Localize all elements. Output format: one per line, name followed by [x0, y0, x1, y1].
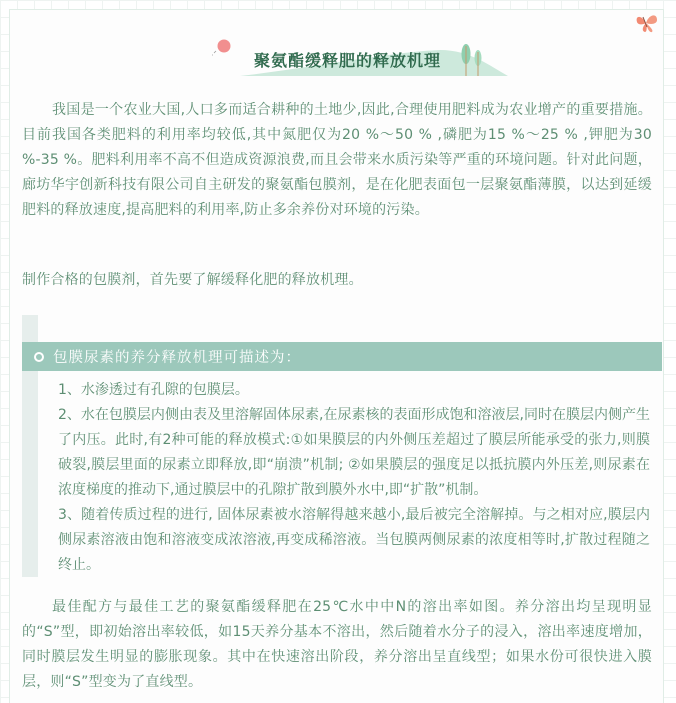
intro-lead-paragraph: 制作合格的包膜剂，首先要了解缓释化肥的释放机理。 [22, 272, 363, 288]
mechanism-item: 1、水渗透过有孔隙的包膜层。 [58, 382, 249, 398]
page-title: 聚氨酯缓释肥的释放机理 [254, 51, 442, 70]
article-page [9, 9, 664, 703]
conclusion-paragraph: 最佳配方与最佳工艺的聚氨酯缓释肥在25℃水中中N的溶出率如图。养分溶出均呈现明显的“S”型，即初始溶出率较低，如15天养分基本不溶出，然后随着水分子的浸入，溶出率速度增加，同时膜层发生明显的膨胀现象。其中在快速溶出阶段，养分溶出呈直线型；如果水份可很快进入膜层，则“S”型变为了直线型。 [22, 599, 652, 690]
mechanism-item: 2、水在包膜层内侧由表及里溶解固体尿素,在尿素核的表面形成饱和溶液层,同时在膜层内侧产生了内压。此时,有2种可能的释放模式:①如果膜层的内外侧压差超过了膜层所能承受的张力,则膜破裂,膜层里面的尿素立即释放,即“崩溃”机制; ②如果膜层的强度足以抵抗膜内外压差,则尿素在浓度梯度的推动下,通过膜层中的孔隙扩散到膜外水中,即“扩散”机制。 [58, 407, 650, 498]
mechanism-header [22, 342, 662, 371]
mechanism-list [58, 378, 650, 578]
mechanism-box [22, 315, 662, 577]
mechanism-item: 3、随着传质过程的进行, 固体尿素被水溶解得越来越小,最后被完全溶解掉。与之相对应,膜层内侧尿素溶液由饱和溶液变成浓溶液,再变成稀溶液。当包膜两侧尿素的浓度相等时,扩散过程随之终止。 [58, 507, 650, 573]
circle-bullet-icon [34, 352, 44, 362]
butterfly-icon [633, 12, 659, 34]
mechanism-header-text: 包膜尿素的养分释放机理可描述为： [53, 350, 301, 366]
title-banner [190, 32, 510, 82]
intro-paragraph: 我国是一个农业大国,人口多而适合耕种的土地少,因此,合理使用肥料成为农业增产的重要措施。目前我国各类肥料的利用率均较低,其中氮肥仅为20 %～50 % ,磷肥为15 %～25 % ,钾肥为30 %-35 %。肥料利用率不高不但造成资源浪费,而且会带来水质污染等严重的环境问题。针对此问题，廊坊华宇创新科技有限公司自主研发的聚氨酯包膜剂，是在化肥表面包一层聚氨酯薄膜，以达到延缓肥料的释放速度,提高肥料的利用率,防止多余养份对环境的污染。 [22, 102, 652, 218]
